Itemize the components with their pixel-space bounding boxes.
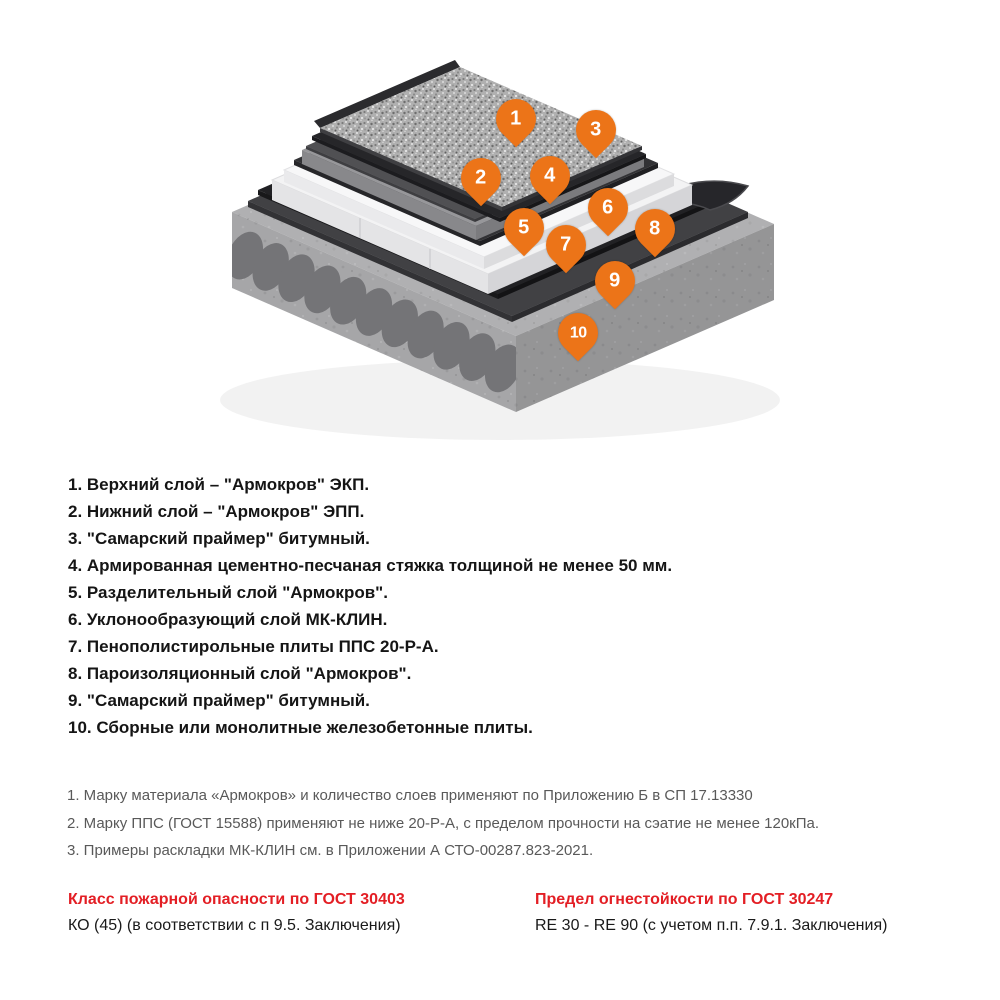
fire-class-value: КО (45) (в соответствии с п 9.5. Заключения) xyxy=(68,917,401,934)
legend-item-6: 6. Уклонообразующий слой МК-КЛИН. xyxy=(68,610,388,629)
fire-limit-title: Предел огнестойкости по ГОСТ 30247 xyxy=(535,891,834,908)
fire-limit-value: RE 30 - RE 90 (с учетом п.п. 7.9.1. Заключения) xyxy=(535,917,888,934)
marker-label: 4 xyxy=(544,165,556,187)
legend-item-10: 10. Сборные или монолитные железобетонные плиты. xyxy=(68,718,533,737)
legend-item-4: 4. Армированная цементно-песчаная стяжка толщиной не менее 50 мм. xyxy=(68,556,673,575)
fire-class-title: Класс пожарной опасности по ГОСТ 30403 xyxy=(68,891,405,908)
layers-legend xyxy=(68,476,788,746)
footnotes xyxy=(67,787,907,870)
legend-item-2: 2. Нижний слой – "Армокров" ЭПП. xyxy=(68,502,365,521)
marker-label: 2 xyxy=(475,167,487,189)
footnote-3: 3. Примеры раскладки МК-КЛИН см. в Приложении А СТО-00287.823-2021. xyxy=(67,842,594,859)
legend-item-1: 1. Верхний слой – "Армокров" ЭКП. xyxy=(68,475,370,494)
marker-label: 8 xyxy=(649,218,661,240)
marker-label: 7 xyxy=(560,234,572,256)
marker-label: 3 xyxy=(590,119,602,141)
legend-item-8: 8. Пароизоляционный слой "Армокров". xyxy=(68,664,412,683)
roof-system-diagram xyxy=(0,0,1000,470)
marker-label: 1 xyxy=(510,108,522,130)
roof-layers-illustration xyxy=(0,0,1000,470)
marker-label: 10 xyxy=(569,323,587,341)
fire-class-block xyxy=(68,891,405,934)
legend-item-5: 5. Разделительный слой "Армокров". xyxy=(68,583,388,602)
legend-item-7: 7. Пенополистирольные плиты ППС 20-Р-А. xyxy=(68,637,439,656)
marker-label: 9 xyxy=(609,270,621,292)
marker-label: 6 xyxy=(602,197,614,219)
footnote-2: 2. Марку ППС (ГОСТ 15588) применяют не ниже 20-Р-А, с пределом прочности на сэатие не менее 120кПа. xyxy=(67,814,820,832)
legend-item-9: 9. "Самарский праймер" битумный. xyxy=(68,691,370,710)
footnote-1: 1. Марку материала «Армокров» и количество слоев применяют по Приложению Б в СП 17.13330 xyxy=(67,787,753,804)
legend-item-3: 3. "Самарский праймер" битумный. xyxy=(68,529,370,548)
fire-limit-block xyxy=(535,891,887,934)
marker-label: 5 xyxy=(518,217,530,239)
